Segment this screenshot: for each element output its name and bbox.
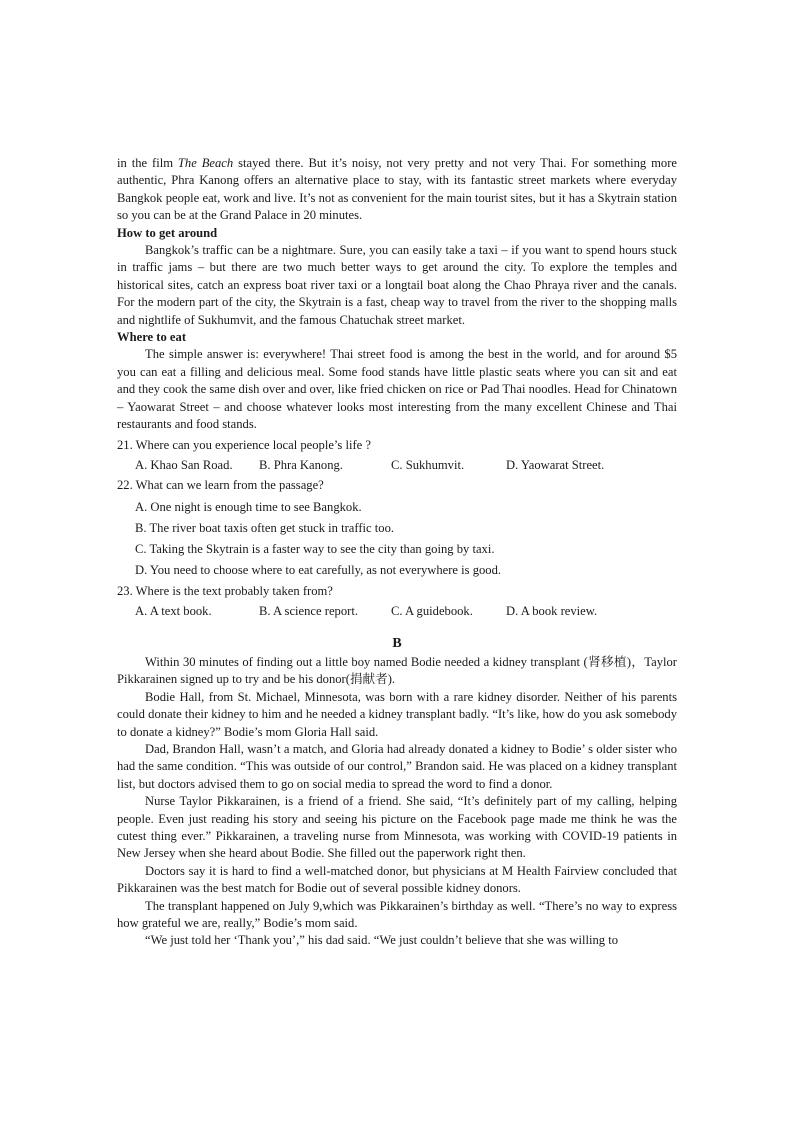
option: C. Taking the Skytrain is a faster way to see the city than going by taxi.: [135, 541, 495, 556]
question-23-options: [117, 603, 677, 620]
heading-get-around: How to get around: [117, 225, 218, 240]
paragraph-b7: “We just told her ‘Thank you’,” his dad said. “We just couldn’t believe that she was willing to: [145, 933, 619, 948]
question-22-options: [117, 499, 677, 578]
question-22: 22. What can we learn from the passage?: [117, 478, 324, 493]
option: A. One night is enough time to see Bangkok.: [135, 499, 362, 514]
section-title-b: B: [392, 635, 402, 651]
paragraph-b1: Within 30 minutes of finding out a little boy named Bodie needed a kidney transplant (肾移植)，Taylor Pikkarainen signed up to try and be his donor(捐献者).: [117, 654, 677, 687]
option: A. A text book.: [135, 604, 212, 619]
option: B. The river boat taxis often get stuck in traffic too.: [135, 520, 395, 535]
question-21: 21. Where can you experience local people’s life ?: [117, 437, 371, 452]
option: D. Yaowarat Street.: [506, 457, 605, 472]
paragraph-b3: Dad, Brandon Hall, wasn’t a match, and Gloria had already donated a kidney to Bodie’ s older sister who had the same condition. “This was outside of our control,” Brandon said. He was placed on a kidney transplant list, but doctors advised them to go on social media to spread the word to find a donor.: [117, 741, 677, 791]
paragraph-b4: Nurse Taylor Pikkarainen, is a friend of a friend. She said, “It’s definitely part of my calling, helping people. Even just reading his story and seeing his picture on the Facebook page made me think he was the cutest thing ever.” Pikkarainen, a traveling nurse from Minnesota, was working with COVID-19 patients in New Jersey when she heard about Bodie. She filled out the paperwork right then.: [117, 794, 677, 861]
paragraph-where-to-eat: The simple answer is: everywhere! Thai street food is among the best in the world, and for around $5 you can eat a filling and delicious meal. Some food stands have little plastic seats where you can sit and eat and they cook the same dish over and over, like fried chicken on rice or Pad Thai noodles. Head for Chinatown – Yaowarat Street – and choose whatever looks most interesting from the many excellent Chinese and Thai restaurants and food stands.: [117, 347, 677, 432]
option: B. Phra Kanong.: [259, 457, 343, 472]
film-title: The Beach: [177, 156, 234, 170]
option: D. A book review.: [506, 604, 598, 619]
option: C. A guidebook.: [391, 604, 473, 619]
heading-where-to-eat: Where to eat: [117, 330, 187, 345]
paragraph-b6: The transplant happened on July 9,which was Pikkarainen’s birthday as well. “There’s no way to express how grateful we are, really,” Bodie’s mom said.: [117, 898, 677, 931]
paragraph-b2: Bodie Hall, from St. Michael, Minnesota, was born with a rare kidney disorder. Neither of his parents could donate their kidney to him and he needed a kidney transplant badly. “It’s like, how do you ask somebody to donate a kidney?” Bodie’s mom Gloria Hall said.: [117, 689, 677, 739]
question-21-options: [117, 457, 677, 474]
option: C. Sukhumvit.: [391, 457, 465, 472]
document-page: [117, 155, 677, 950]
paragraph-intro: in the film The Beach stayed there. But it’s noisy, not very pretty and not very Thai. For something more authentic, Phra Kanong offers an alternative place to stay, with its fantastic street markets where everyday Bangkok people eat, work and live. It’s not as convenient for the main tourist sites, but it has a Skytrain station so you can be at the Grand Palace in 20 minutes.: [117, 156, 677, 223]
option: B. A science report.: [259, 604, 358, 619]
question-23: 23. Where is the text probably taken from?: [117, 583, 333, 598]
option: D. You need to choose where to eat carefully, as not everywhere is good.: [135, 562, 502, 577]
option: A. Khao San Road.: [135, 457, 233, 472]
paragraph-get-around: Bangkok’s traffic can be a nightmare. Sure, you can easily take a taxi – if you want to spend hours stuck in traffic jams – but there are two much better ways to get around the city. To explore the temples and historical sites, catch an express boat river taxi or a longtail boat along the Chao Phraya river and the canals. For the modern part of the city, the Skytrain is a fast, cheap way to travel from the river to the shopping malls and nightlife of Sukhumvit, and the famous Chatuchak street market.: [117, 243, 677, 327]
paragraph-b5: Doctors say it is hard to find a well-matched donor, but physicians at M Health Fairview concluded that Pikkarainen was the best match for Bodie out of several possible kidney donors.: [117, 863, 677, 896]
